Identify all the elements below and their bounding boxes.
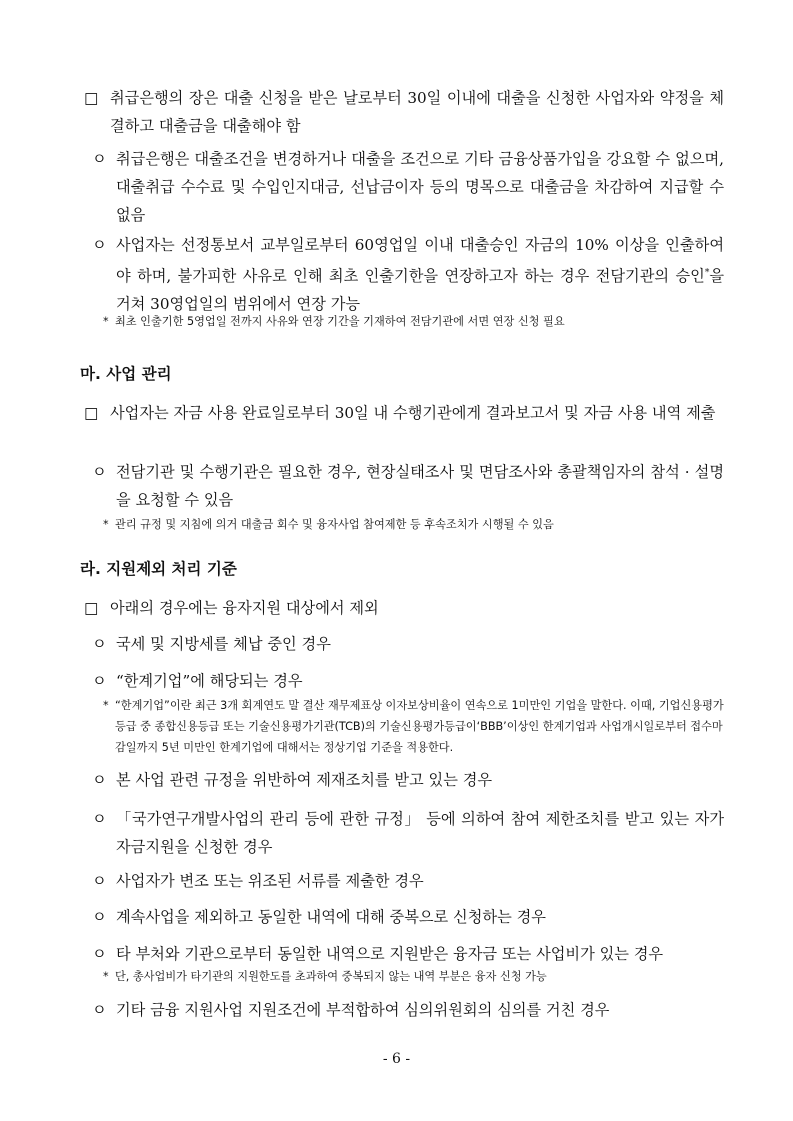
section-heading-project-management: 마. 사업 관리 [80,365,172,383]
asterisk-marker: * [103,970,109,983]
circle-bullet: ㅇ [92,1001,107,1019]
circle-item-other-financial-program [92,996,724,1024]
circle-item-marginal-firm [92,667,724,695]
circle-bullet: ㅇ [92,236,107,254]
footnote-partial-application [103,966,725,987]
circle-item-duplicate-application [92,903,724,931]
circle-item-forged-documents [92,867,724,895]
item-text: 기타 금융 지원사업 지원조건에 부적합하여 심의위원회의 심의를 거친 경우 [116,1001,610,1019]
item-text: 취급은행의 장은 대출 신청을 받은 날로부터 30일 이내에 대출을 신청한 사업자와 약정을 체결하고 대출금을 대출해야 함 [110,89,724,135]
circle-bullet: ㅇ [92,810,107,828]
circle-bullet: ㅇ [92,945,107,963]
circle-item-other-agency-support [92,940,724,968]
item-text: 본 사업 관련 규정을 위반하여 제재조치를 받고 있는 경우 [116,771,493,789]
footnote-extension [103,311,725,332]
note-text: “한계기업”이란 최근 3개 회계연도 말 결산 재무제표상 이자보상비율이 연속으로 1미만인 기업을 말한다. 이때, 기업신용평가등급 중 종합신용등급 또는 기술신용평가기관(TCB)의 기술신용평가등급이‘BBB’이상인 한계기업과 사업개시일로부터 접수마감일까지 5년 미만인 한계기업에 대해서는 정상기업 기준을 적용한다. [115,699,724,754]
box-item-loan-contract [84,84,724,140]
circle-bullet: ㅇ [92,150,107,168]
page-number: - 6 - [382,1051,411,1067]
circle-item-site-inspection [92,458,724,514]
circle-bullet: ㅇ [92,872,107,890]
item-text: 「국가연구개발사업의 관리 등에 관한 규정」 등에 의하여 참여 제한조치를 받고 있는 자가 자금지원을 신청한 경우 [116,810,724,856]
item-text: 전담기관 및 수행기관은 필요한 경우, 현장실태조사 및 면담조사와 총괄책임자의 참석 · 설명을 요청할 수 있음 [116,463,724,509]
circle-item-sanctions [92,766,724,794]
footnote-marginal-firm-definition [103,695,725,758]
section-heading-exclusion-criteria: 라. 지원제외 처리 기준 [80,560,237,578]
item-text: 아래의 경우에는 융자지원 대상에서 제외 [110,599,379,617]
asterisk-marker: * [103,518,109,531]
asterisk-marker: * [103,699,109,712]
item-text: 사업자는 선정통보서 교부일로부터 60영업일 이내 대출승인 자금의 10% 이상을 인출하여야 하며, 불가피한 사유로 인해 최초 인출기한을 연장하고자 하는 경우 전담기관의 승인*을 거쳐 30영업일의 범위에서 연장 가능 [116,236,724,314]
circle-item-tax-arrears [92,630,724,658]
item-text: 계속사업을 제외하고 동일한 내역에 대해 중복으로 신청하는 경우 [116,908,546,926]
circle-item-loan-conditions [92,145,724,229]
footnote-mark: * [704,268,710,278]
box-bullet: □ [84,89,99,107]
box-bullet: □ [84,404,99,422]
asterisk-marker: * [103,315,109,328]
circle-bullet: ㅇ [92,672,107,690]
item-text: 타 부처와 기관으로부터 동일한 내역으로 지원받은 융자금 또는 사업비가 있는 경우 [116,945,664,963]
circle-item-participation-restriction [92,805,724,861]
note-text: 관리 규정 및 지침에 의거 대출금 회수 및 융자사업 참여제한 등 후속조치가 시행될 수 있음 [115,518,554,531]
item-text: 사업자는 자금 사용 완료일로부터 30일 내 수행기관에게 결과보고서 및 자금 사용 내역 제출 [110,404,716,422]
circle-bullet: ㅇ [92,635,107,653]
note-text: 단, 총사업비가 타기관의 지원한도를 초과하여 중복되지 않는 내역 부분은 융자 신청 가능 [115,970,547,983]
box-item-result-report [84,399,724,427]
item-text: “한계기업”에 해당되는 경우 [116,672,303,690]
footnote-follow-up [103,514,725,535]
item-text: 취급은행은 대출조건을 변경하거나 대출을 조건으로 기타 금융상품가입을 강요할 수 없으며, 대출취급 수수료 및 수입인지대금, 선납금이자 등의 명목으로 대출금을 차감하여 지급할 수 없음 [116,150,724,224]
circle-bullet: ㅇ [92,463,107,481]
circle-bullet: ㅇ [92,771,107,789]
circle-bullet: ㅇ [92,908,107,926]
item-text: 국세 및 지방세를 체납 중인 경우 [116,635,331,653]
item-text: 사업자가 변조 또는 위조된 서류를 제출한 경우 [116,872,424,890]
box-item-exclusion-intro [84,594,724,622]
circle-item-withdrawal-deadline [92,231,724,318]
box-bullet: □ [84,599,99,617]
note-text: 최초 인출기한 5영업일 전까지 사유와 연장 기간을 기재하여 전담기관에 서면 연장 신청 필요 [115,315,565,328]
